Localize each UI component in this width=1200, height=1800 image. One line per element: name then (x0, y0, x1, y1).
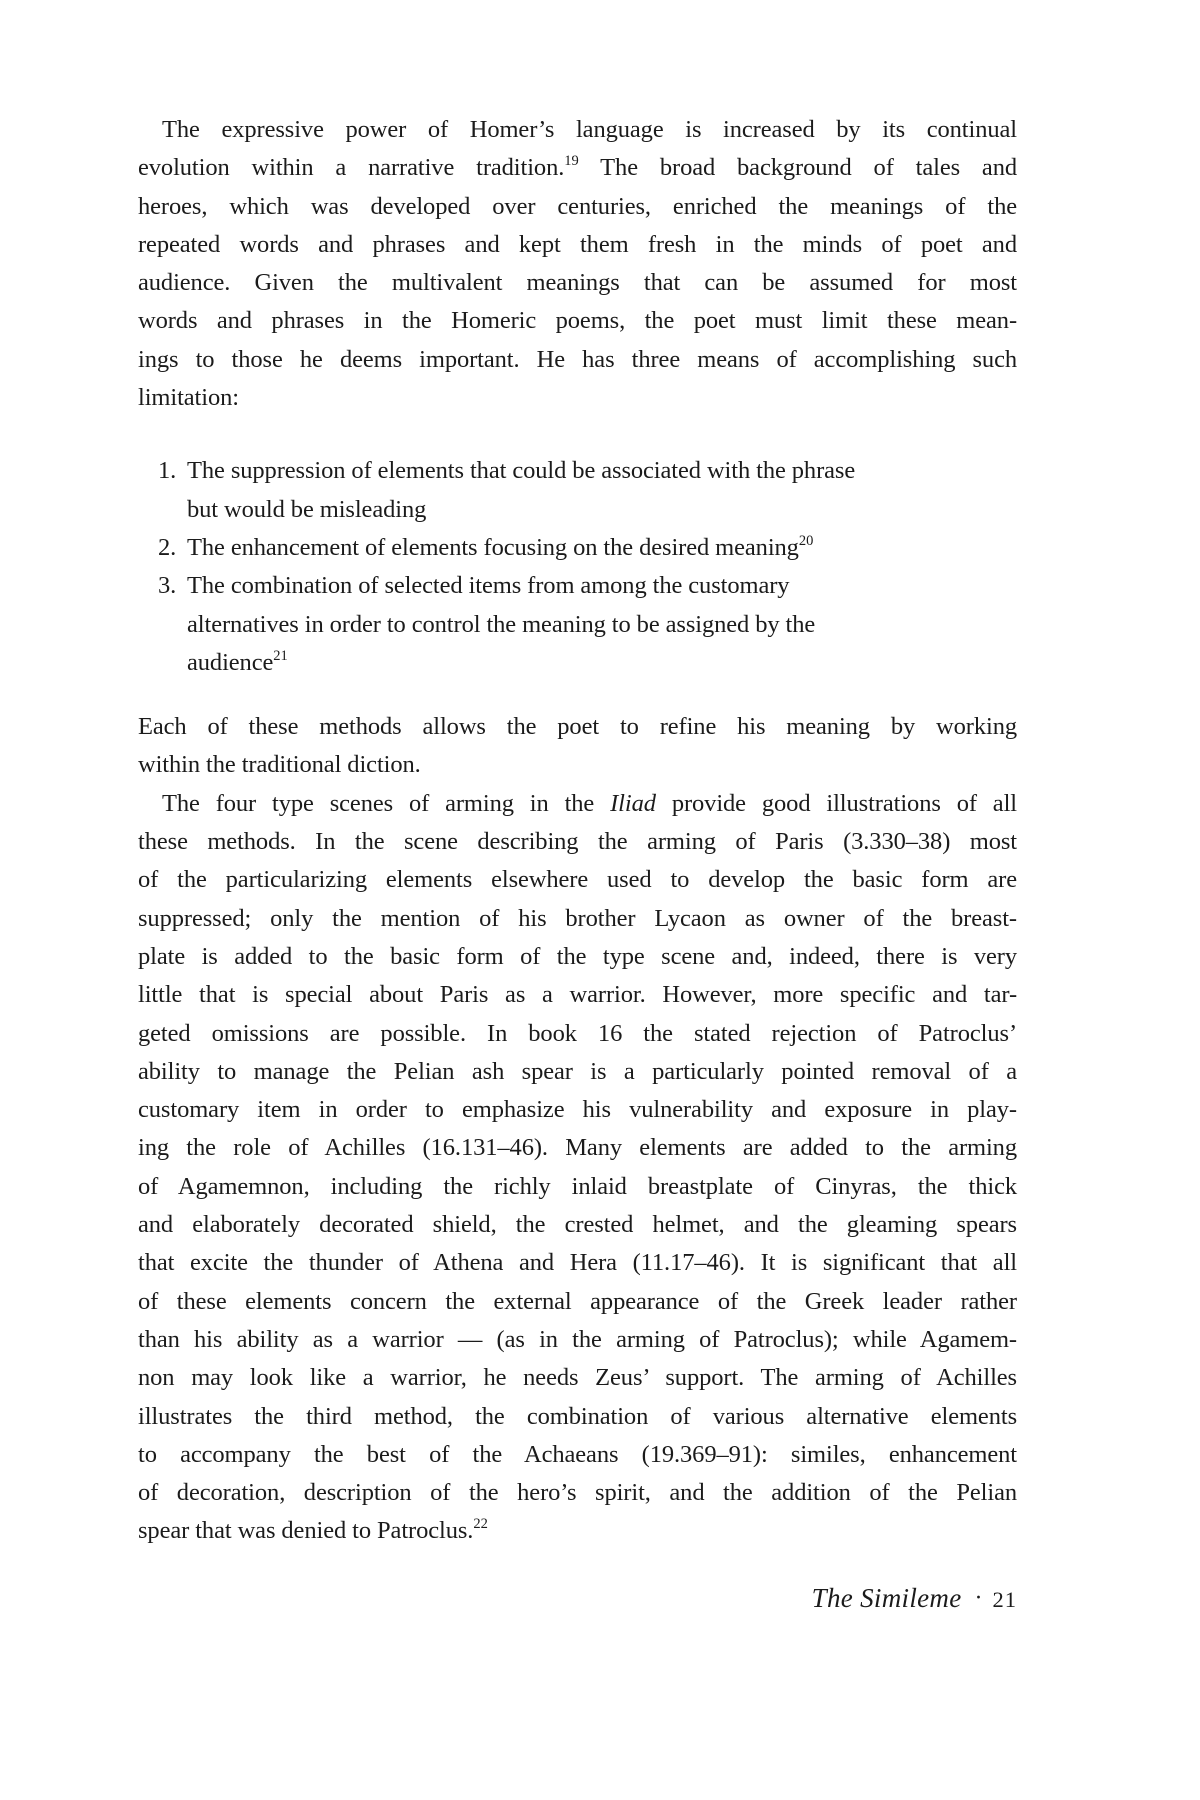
list-item (158, 452, 1017, 529)
text-line: that excite the thunder of Athena and Hera (11.17–46). It is significant that all (138, 1249, 1017, 1277)
text-line: to accompany the best of the Achaeans (19.369–91): similes, enhancement (138, 1440, 1017, 1468)
list-item (158, 567, 1017, 682)
text-line: repeated words and phrases and kept them fresh in the minds of poet and (138, 230, 1017, 258)
text-line: audience. Given the multivalent meanings that can be assumed for most (138, 269, 1017, 297)
text-line: Each of these methods allows the poet to refine his meaning by working (138, 713, 1017, 741)
text-line: geted omissions are possible. In book 16 the stated rejection of Patroclus’ (138, 1019, 1017, 1047)
paragraph (138, 785, 1017, 1551)
text-line: limitation: (138, 384, 239, 412)
text-line: heroes, which was developed over centuries, enriched the meanings of the (138, 192, 1017, 220)
text-line: evolution within a narrative tradition.$^{19}$ The broad background of tales and (138, 153, 1017, 182)
text-line: but would be misleading (187, 495, 427, 523)
running-footer (138, 1583, 1017, 1614)
text-line: of Agamemnon, including the richly inlaid breastplate of Cinyras, the thick (138, 1172, 1017, 1200)
text-line: and elaborately decorated shield, the crested helmet, and the gleaming spears (138, 1211, 1017, 1239)
text-line: suppressed; only the mention of his brother Lycaon as owner of the breast- (138, 904, 1017, 932)
text-line: The expressive power of Homer’s language is increased by its continual (162, 116, 1017, 143)
text-line: these methods. In the scene describing the arming of Paris (3.330–38) most (138, 828, 1017, 856)
text-line: of these elements concern the external appearance of the Greek leader rather (138, 1287, 1017, 1315)
text-line: words and phrases in the Homeric poems, the poet must limit these mean- (138, 307, 1017, 335)
ordered-list (138, 452, 1017, 682)
text-line: plate is added to the basic form of the type scene and, indeed, there is very (138, 942, 1017, 970)
text-line: alternatives in order to control the meaning to be assigned by the (187, 610, 816, 638)
list-item-text: The combination of selected items from among the customary (187, 572, 790, 600)
list-item-number: 3. (158, 572, 177, 600)
text-line: spear that was denied to Patroclus.$^{22}$ (138, 1516, 488, 1545)
text-block (138, 111, 1017, 1551)
text-line: ing the role of Achilles (16.131–46). Many elements are added to the arming (138, 1134, 1017, 1162)
text-line: customary item in order to emphasize his vulnerability and exposure in play- (138, 1096, 1017, 1124)
text-line: ability to manage the Pelian ash spear is a particularly pointed removal of a (138, 1057, 1017, 1085)
text-line (158, 567, 1017, 605)
footer-separator: · (974, 1585, 983, 1611)
text-line: The four type scenes of arming in the Iliad provide good illustrations of all (162, 789, 1017, 817)
list-item-number: 2. (158, 533, 177, 561)
paragraph (138, 111, 1017, 417)
text-line: non may look like a warrior, he needs Zeus’ support. The arming of Achilles (138, 1364, 1017, 1392)
list-item-number: 1. (158, 457, 177, 485)
text-line: little that is special about Paris as a warrior. However, more specific and tar- (138, 981, 1017, 1009)
text-line: ings to those he deems important. He has three means of accomplishing such (138, 345, 1017, 373)
list-item (158, 529, 1017, 567)
text-line: within the traditional diction. (138, 751, 421, 779)
text-line: audience$^{21}$ (187, 647, 288, 676)
text-line (158, 452, 1017, 490)
list-item-text: The suppression of elements that could be associated with the phrase (187, 457, 856, 485)
list-item-text: The enhancement of elements focusing on the desired meaning$^{20}$ (187, 532, 814, 561)
text-line: illustrates the third method, the combination of various alternative elements (138, 1402, 1017, 1430)
running-head-title: The Simileme (811, 1583, 962, 1613)
paragraph (138, 708, 1017, 785)
text-line (158, 529, 1017, 567)
text-line: of the particularizing elements elsewhere used to develop the basic form are (138, 866, 1017, 894)
page-number: 21 (992, 1587, 1017, 1612)
text-line: of decoration, description of the hero’s spirit, and the addition of the Pelian (138, 1479, 1017, 1507)
text-line: than his ability as a warrior — (as in the arming of Patroclus); while Agamem- (138, 1325, 1017, 1353)
